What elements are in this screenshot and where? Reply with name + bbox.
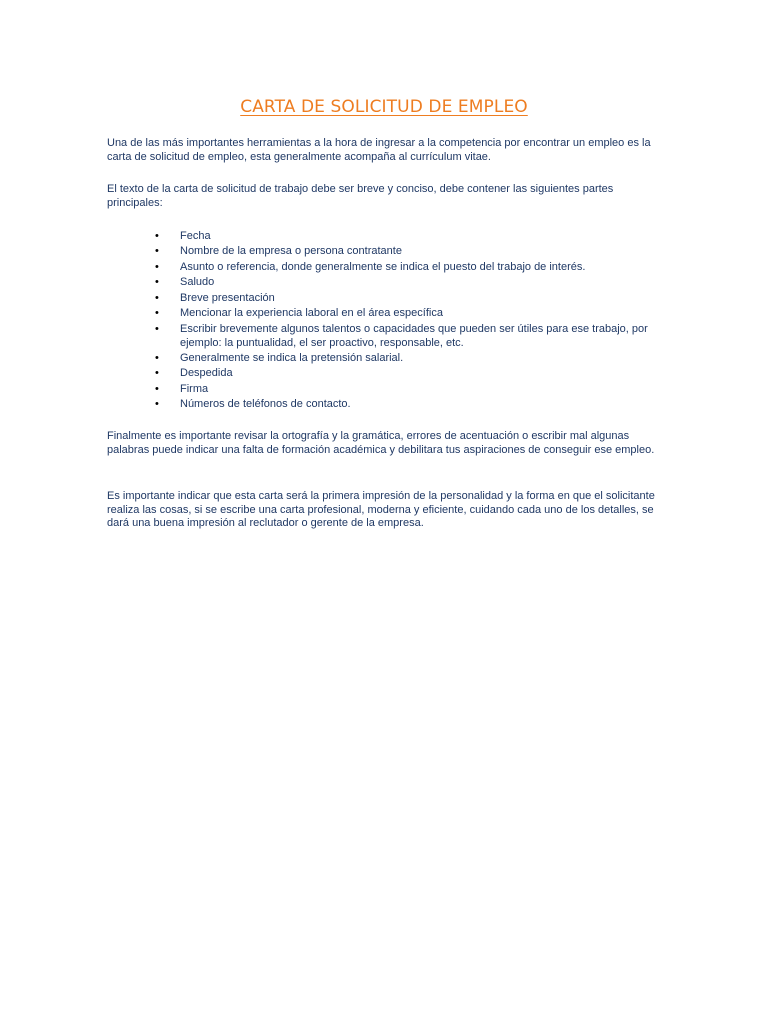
- list-item-text: Asunto o referencia, donde generalmente se indica el puesto del trabajo de interés.: [180, 260, 586, 273]
- bullet-icon: •: [155, 382, 159, 395]
- bullet-icon: •: [155, 367, 159, 380]
- bullet-icon: •: [155, 307, 159, 320]
- spelling-paragraph: Finalmente es importante revisar la ortografía y la gramática, errores de acentuación o escribir mal algunas palabras puede indicar una falta de formación académica y debilitara tus aspiraciones de conseguir ese empleo.: [107, 430, 655, 456]
- intro-paragraph: Una de las más importantes herramientas a la hora de ingresar a la competencia por encontrar un empleo es la carta de solicitud de empleo, esta generalmente acompaña al currículum vitae.: [107, 137, 651, 163]
- list-item: [155, 276, 675, 290]
- list-item-text: Saludo: [180, 276, 215, 289]
- list-item: [155, 245, 675, 259]
- list-item-text: Fecha: [180, 230, 211, 242]
- list-item-text: Breve presentación: [180, 291, 275, 304]
- list-item: [155, 367, 675, 381]
- parts-intro-paragraph: El texto de la carta de solicitud de trabajo debe ser breve y conciso, debe contener las siguientes partes principales:: [107, 183, 614, 209]
- list-item: [155, 292, 675, 306]
- list-item-text: Escribir brevemente algunos talentos o capacidades que pueden ser útiles para ese trabajo, por ejemplo: la puntualidad, el ser proactivo, responsable, etc.: [180, 322, 648, 349]
- list-item: [155, 323, 675, 350]
- list-item-text: Generalmente se indica la pretensión salarial.: [180, 351, 404, 364]
- bullet-icon: •: [155, 351, 159, 364]
- list-item: [155, 383, 675, 397]
- document-title: CARTA DE SOLICITUD DE EMPLEO: [240, 97, 528, 117]
- bullet-icon: •: [155, 245, 159, 258]
- list-item: [155, 230, 675, 244]
- list-item: [155, 398, 675, 412]
- bullet-icon: •: [155, 322, 159, 335]
- letter-parts-list: [155, 230, 675, 414]
- list-item: [155, 352, 675, 366]
- list-item-text: Mencionar la experiencia laboral en el área específica: [180, 307, 443, 320]
- list-item: [155, 261, 675, 275]
- list-item-text: Firma: [180, 382, 209, 395]
- list-item-text: Despedida: [180, 367, 233, 380]
- list-item: [155, 307, 675, 321]
- bullet-icon: •: [155, 260, 159, 273]
- bullet-icon: •: [155, 276, 159, 289]
- first-impression-paragraph: Es importante indicar que esta carta será la primera impresión de la personalidad y la forma en que el solicitante realiza las cosas, si se escribe una carta profesional, moderna y eficiente, cuidando cada uno de los detalles, se dará una buena impresión al reclutador o gerente de la empresa.: [107, 490, 655, 530]
- bullet-icon: •: [155, 398, 159, 411]
- bullet-icon: •: [155, 230, 159, 242]
- list-item-text: Números de teléfonos de contacto.: [180, 398, 351, 411]
- list-item-text: Nombre de la empresa o persona contratante: [180, 245, 402, 258]
- bullet-icon: •: [155, 291, 159, 304]
